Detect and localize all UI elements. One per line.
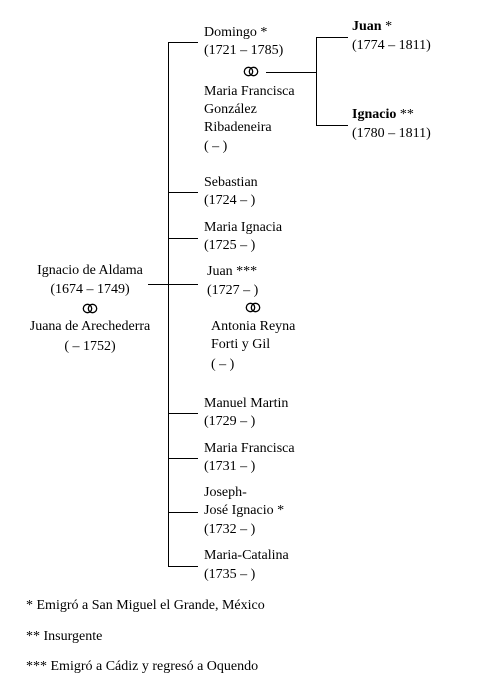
grandchild-name: Juan	[352, 19, 382, 34]
footnote: * Emigró a San Miguel el Grande, México	[26, 598, 265, 613]
child-dates: (1735 – )	[204, 567, 256, 582]
child-connector	[168, 192, 198, 193]
footnote: *** Emigró a Cádiz y regresó a Oquendo	[26, 659, 259, 674]
grandchild-label	[352, 18, 392, 36]
spouse-name-line: Forti y Gil	[211, 337, 271, 352]
spouse-name-line: González	[204, 102, 257, 117]
spouse-dates: ( – )	[211, 357, 235, 372]
child-name: Manuel Martin	[204, 396, 289, 411]
child-connector	[168, 238, 198, 239]
grandchild-label	[352, 106, 414, 124]
child-name: Juan ***	[207, 264, 258, 279]
root-spouse-name: Juana de Arechederra	[29, 319, 151, 334]
grandchild-dates: (1774 – 1811)	[352, 38, 431, 53]
root-dates: (1674 – 1749)	[50, 282, 130, 297]
spouse-dates: ( – )	[204, 139, 228, 154]
child-connector	[168, 413, 198, 414]
grandchild-name: Ignacio	[352, 107, 397, 122]
spouse-name-line: Maria Francisca	[204, 84, 295, 99]
marriage-connector	[266, 72, 316, 73]
interlocked-rings-icon	[245, 302, 261, 313]
child-connector	[168, 458, 198, 459]
footnote: ** Insurgente	[26, 629, 103, 644]
child-dates: (1729 – )	[204, 414, 256, 429]
child-connector	[168, 566, 198, 567]
grandchildren-trunk	[316, 37, 317, 125]
grandchild-connector	[316, 125, 348, 126]
child-dates: (1721 – 1785)	[204, 43, 284, 58]
grandchild-mark: **	[399, 107, 414, 122]
root-name: Ignacio de Aldama	[37, 263, 143, 278]
child-name: Domingo *	[204, 25, 268, 40]
children-trunk	[168, 42, 169, 566]
child-connector	[168, 284, 198, 285]
grandchild-mark: *	[385, 19, 393, 34]
child-name: Maria Francisca	[204, 441, 295, 456]
child-dates: (1731 – )	[204, 459, 256, 474]
child-connector	[168, 42, 198, 43]
grandchild-dates: (1780 – 1811)	[352, 126, 431, 141]
child-dates: (1724 – )	[204, 193, 256, 208]
child-name-line: Joseph-	[204, 485, 247, 500]
spouse-name-line: Antonia Reyna	[211, 319, 296, 334]
child-dates: (1725 – )	[204, 238, 256, 253]
interlocked-rings-icon	[82, 303, 98, 314]
grandchild-connector	[316, 37, 348, 38]
child-connector	[168, 512, 198, 513]
interlocked-rings-icon	[243, 66, 259, 77]
child-dates: (1732 – )	[204, 522, 256, 537]
child-name-line: José Ignacio *	[204, 503, 285, 518]
child-dates: (1727 – )	[207, 283, 259, 298]
root-spouse-dates: ( – 1752)	[64, 339, 116, 354]
spouse-name-line: Ribadeneira	[204, 120, 272, 135]
child-name: Maria-Catalina	[204, 548, 289, 563]
child-name: Sebastian	[204, 175, 258, 190]
child-name: Maria Ignacia	[204, 220, 283, 235]
